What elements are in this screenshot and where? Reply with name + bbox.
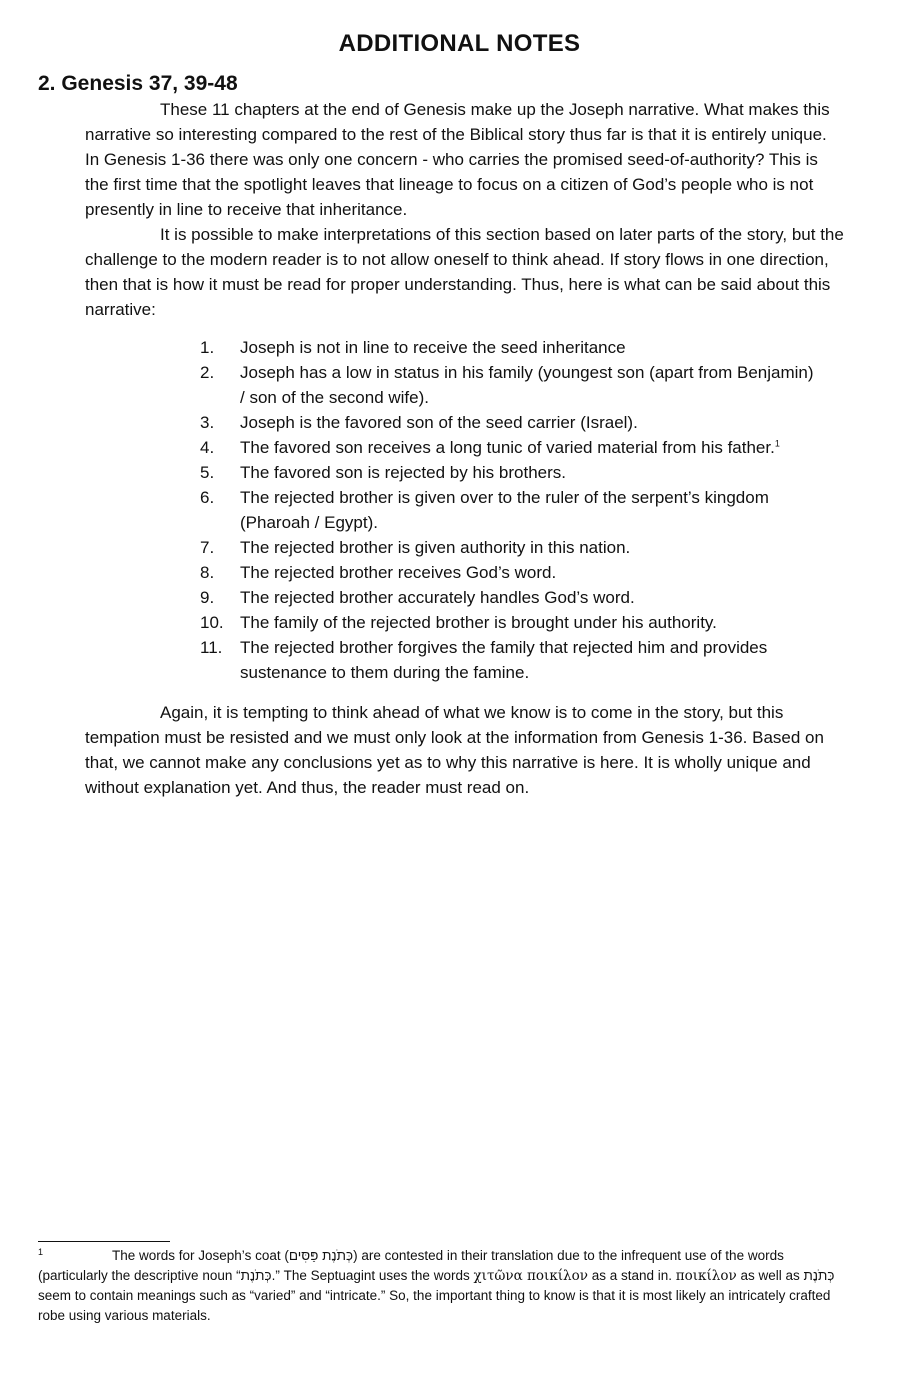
footnote-text: seem to contain meanings such as “varied” and “intricate.” So, the important thing to know is that it is most likely an intricately crafted robe using various materials. bbox=[38, 1288, 831, 1323]
hebrew-word: כְּתֹנֶת bbox=[803, 1268, 835, 1283]
list-item-number: 1. bbox=[200, 338, 215, 357]
list-item-number: 9. bbox=[200, 588, 215, 607]
list-item-number: 10. bbox=[200, 613, 224, 632]
list-item-number: 3. bbox=[200, 413, 215, 432]
list-item-text: Joseph has a low in status in his family (youngest son (apart from Benjamin) / son of the second wife). bbox=[240, 363, 814, 407]
greek-phrase: χιτῶνα ποικίλον bbox=[473, 1268, 588, 1284]
list-item-text: The rejected brother is given authority in this nation. bbox=[240, 538, 631, 557]
footnote-text: .” The Septuagint uses the words bbox=[271, 1268, 474, 1283]
intro-paragraph: These 11 chapters at the end of Genesis make up the Joseph narrative. What makes this narrative so interesting compared to the rest of the Biblical story thus far is that it is entirely unique. In Genesis 1-36 there was only one concern - who carries the promised seed-of-authority? This is the first time that the spotlight leaves that lineage to focus on a citizen of God’s people who is not presently in line to receive that inheritance. bbox=[85, 100, 830, 219]
list-item bbox=[200, 435, 820, 460]
list-item bbox=[200, 635, 820, 685]
conclusion-paragraph: Again, it is tempting to think ahead of what we know is to come in the story, but this tempation must be resisted and we must only look at the information from Genesis 1-36. Based on that, we cannot make any conclusions yet as to why this narrative is here. It is wholly unique and without explanation yet. And thus, the reader must read on. bbox=[85, 703, 824, 797]
list-item-number: 8. bbox=[200, 563, 215, 582]
footnote-text: The words for Joseph’s coat ( bbox=[112, 1248, 289, 1263]
footnote: 1 The words for Joseph’s coat (כְּתֹנֶת פַּסִּים) are contested in their translation due to the infrequent use of the words (particularly the descriptive noun “כְּתֹנֶת.” The Septuagint uses the words χιτῶνα ποικίλον as a stand in. ποικίλον as well as כְּתֹנֶת seem to contain meanings such as “varied” and “intricate.” So, the important thing to know is that it is most likely an intricately crafted robe using various materials. bbox=[38, 1246, 835, 1323]
list-item bbox=[200, 335, 820, 360]
list-item-text: Joseph is not in line to receive the seed inheritance bbox=[240, 338, 626, 357]
list-item-text: The favored son receives a long tunic of varied material from his father. bbox=[240, 438, 775, 457]
list-item bbox=[200, 460, 820, 485]
footnote-text: as a stand in. bbox=[587, 1268, 676, 1283]
list-item-text: Joseph is the favored son of the seed carrier (Israel). bbox=[240, 413, 638, 432]
list-item-number: 6. bbox=[200, 488, 215, 507]
footnote-text: as well as bbox=[736, 1268, 804, 1283]
list-item bbox=[200, 560, 820, 585]
footnote-reference[interactable]: 1 bbox=[774, 438, 780, 449]
list-item-number: 11. bbox=[200, 638, 223, 657]
narrative-points-list bbox=[200, 335, 820, 685]
greek-word: ποικίλον bbox=[675, 1268, 737, 1284]
list-item-number: 7. bbox=[200, 538, 215, 557]
list-item bbox=[200, 410, 820, 435]
list-item-text: The rejected brother forgives the family that rejected him and provides sustenance to them during the famine. bbox=[240, 638, 768, 682]
footnote-text: ) are contested in their translation due to the infrequent use of the words (particularly the descriptive noun “ bbox=[38, 1248, 784, 1283]
hebrew-phrase: כְּתֹנֶת פַּסִּים bbox=[288, 1248, 354, 1263]
interpretation-paragraph: It is possible to make interpretations of this section based on later parts of the story, but the challenge to the modern reader is to not allow oneself to think ahead. If story flows in one direction, then that is how it must be read for proper understanding. Thus, here is what can be said about this narrative: bbox=[85, 225, 844, 319]
list-item-number: 5. bbox=[200, 463, 215, 482]
list-item-number: 2. bbox=[200, 363, 215, 382]
list-item bbox=[200, 360, 820, 410]
list-item-text: The family of the rejected brother is brought under his authority. bbox=[240, 613, 717, 632]
list-item bbox=[200, 535, 820, 560]
list-item bbox=[200, 585, 820, 610]
list-item bbox=[200, 610, 820, 635]
list-item-text: The rejected brother receives God’s word. bbox=[240, 563, 557, 582]
section-heading: 2. Genesis 37, 39-48 bbox=[38, 72, 238, 95]
list-item-text: The favored son is rejected by his brothers. bbox=[240, 463, 566, 482]
list-item-number: 4. bbox=[200, 438, 215, 457]
footnote-divider bbox=[38, 1241, 170, 1242]
list-item-text: The rejected brother accurately handles God’s word. bbox=[240, 588, 635, 607]
list-item-text: The rejected brother is given over to the ruler of the serpent’s kingdom (Pharoah / Egypt). bbox=[240, 488, 769, 532]
list-item bbox=[200, 485, 820, 535]
hebrew-word: כְּתֹנֶת bbox=[240, 1268, 272, 1283]
page-title: ADDITIONAL NOTES bbox=[338, 30, 581, 57]
